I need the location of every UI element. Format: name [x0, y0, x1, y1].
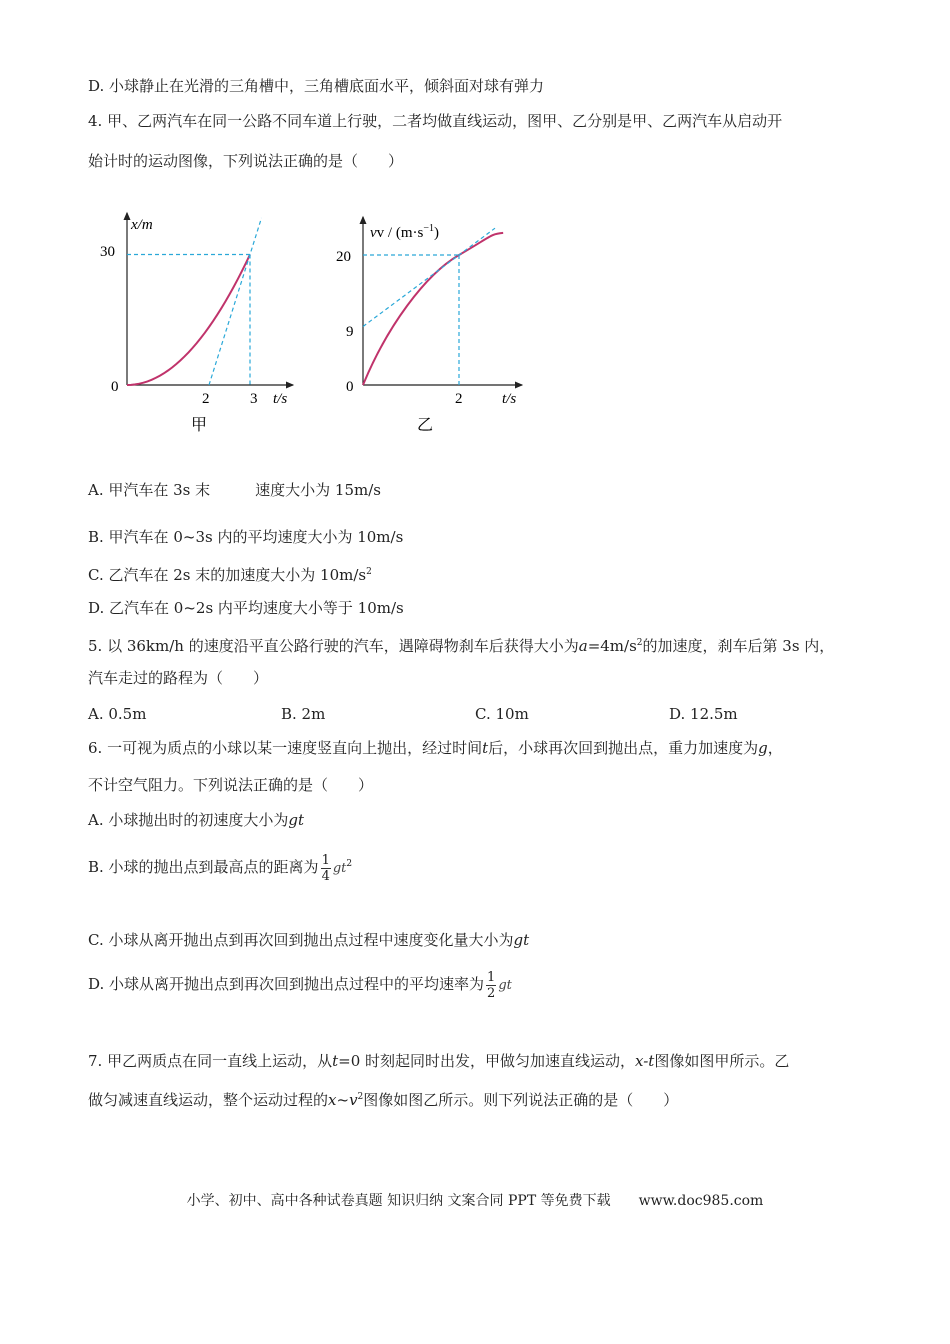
yi-y-label-close: ): [433, 225, 439, 241]
q6-option-a-formula: gt: [288, 811, 305, 829]
q4-option-c-text: C. 乙汽车在 2s 末的加速度大小为 10m/s: [88, 566, 367, 584]
q5-option-a: A. 0.5m: [88, 705, 147, 723]
q7-tilde: ~: [336, 1091, 350, 1109]
q7-stem-mid: =0 时刻起同时出发，甲做匀加速直线运动，: [338, 1052, 636, 1070]
q7-var-xt: x-t: [635, 1052, 655, 1070]
q7-stem-line2: [88, 1087, 678, 1110]
q3-option-d: D. 小球静止在光滑的三角槽中，三角槽底面水平，倾斜面对球有弹力: [88, 77, 545, 95]
q7-stem-text: 7. 甲乙两质点在同一直线上运动，从: [88, 1052, 333, 1070]
q5-stem-line1: [88, 633, 834, 656]
q6-option-c-formula: gt: [513, 931, 530, 949]
yi-y-tick-20: 20: [336, 249, 351, 265]
q7-stem-tail: 图像如图甲所示。乙: [654, 1052, 790, 1070]
q7-var-v-sup: 2: [357, 1092, 364, 1102]
graph-yi: [330, 205, 530, 435]
yi-y-label-unit: v / (m·s: [376, 225, 424, 241]
q6-option-b-fraction: $\frac{1}{4}$: [321, 852, 330, 884]
q6-option-b-sup: 2: [346, 859, 353, 869]
q7-stem-line2-tail: 图像如图乙所示。则下列说法正确的是（ ）: [363, 1091, 679, 1109]
q6-option-c-text: C. 小球从离开抛出点到再次回到抛出点过程中速度变化量大小为: [88, 931, 514, 949]
yi-x-label: t/s: [502, 391, 517, 407]
q5-option-b: B. 2m: [281, 705, 326, 723]
q5-var-a: a: [578, 637, 588, 655]
yi-x-tick-2: 2: [455, 391, 463, 407]
q5-accel-sup: 2: [636, 638, 643, 648]
q6-option-d: [88, 966, 512, 1004]
q6-option-a: [88, 810, 304, 830]
yi-y-label: vv / $(m\cdot s^{-1})$: [370, 223, 439, 241]
q7-var-x: x: [328, 1091, 337, 1109]
jia-x-tick-3: 3: [250, 391, 258, 407]
q4-option-d: D. 乙汽车在 0~2s 内平均速度大小等于 10m/s: [88, 599, 404, 617]
q6-option-d-fraction: $\frac{1}{2}$: [487, 969, 496, 1001]
q4-option-a: A. 甲汽车在 3s 末 速度大小为 15m/s: [88, 481, 381, 499]
yi-y-tick-9: 9: [346, 324, 354, 340]
q6-var-t: t: [482, 739, 489, 757]
q7-stem-line2-text: 做匀减速直线运动，整个运动过程的: [88, 1091, 329, 1109]
q6-option-a-text: A. 小球抛出时的初速度大小为: [88, 811, 289, 829]
yi-tangent-line: [363, 228, 495, 326]
q6-option-b-text: B. 小球的抛出点到最高点的距离为: [88, 858, 319, 876]
jia-y-tick: 30: [100, 244, 115, 260]
q6-var-g: g: [758, 739, 768, 757]
q4-option-c: [88, 562, 372, 585]
q6-stem-text: 6. 一可视为质点的小球以某一速度竖直向上抛出，经过时间: [88, 739, 483, 757]
jia-curve: [127, 255, 250, 386]
q6-option-d-text: D. 小球从离开抛出点到再次回到抛出点过程中的平均速率为: [88, 975, 485, 993]
yi-origin: 0: [346, 379, 354, 395]
yi-y-label-sup: −1: [423, 223, 434, 234]
q7-var-t: t: [332, 1052, 339, 1070]
q6-stem-tail: ，: [767, 739, 783, 757]
q6-option-d-formula: gt: [498, 978, 512, 993]
q5-stem-tail: 的加速度，刹车后第 3s 内，: [642, 637, 835, 655]
q4-option-b: B. 甲汽车在 0~3s 内的平均速度大小为 10m/s: [88, 528, 404, 546]
jia-y-label: x/m: [131, 217, 153, 233]
q6-option-b: [88, 846, 352, 887]
graph-jia: [95, 205, 288, 435]
jia-caption: 甲: [191, 417, 208, 434]
q4-option-c-sup: 2: [366, 567, 372, 577]
q5-accel-value: =4m/s: [587, 637, 637, 655]
jia-tangent-line: [209, 218, 261, 385]
q7-var-v: v: [349, 1091, 358, 1109]
q6-option-c: [88, 930, 529, 950]
q5-stem-text: 5. 以 36km/h 的速度沿平直公路行驶的汽车，遇障碍物刹车后获得大小为: [88, 637, 579, 655]
q7-stem-line1: [88, 1051, 789, 1071]
yi-caption: 乙: [417, 417, 434, 434]
yi-curve: [363, 233, 503, 385]
q5-option-c: C. 10m: [475, 705, 529, 723]
q6-option-b-formula: gt: [332, 861, 347, 876]
q5-stem-line2: 汽车走过的路程为（ ）: [88, 669, 269, 687]
jia-x-label: t/s: [273, 391, 288, 407]
page-footer: 小学、初中、高中各种试卷真题 知识归纳 文案合同 PPT 等免费下载 www.doc985.com: [186, 1193, 764, 1209]
q6-stem-line2: 不计空气阻力。下列说法正确的是（ ）: [88, 776, 374, 794]
q6-stem-mid: 后，小球再次回到抛出点，重力加速度为: [488, 739, 759, 757]
jia-x-tick-2: 2: [202, 391, 210, 407]
q6-stem-line1: [88, 738, 783, 758]
q4-stem-line1: 4. 甲、乙两汽车在同一公路不同车道上行驶，二者均做直线运动，图甲、乙分别是甲、乙两汽车从启动开: [88, 112, 783, 130]
jia-origin: 0: [111, 379, 119, 395]
q4-stem-line2: 始计时的运动图像，下列说法正确的是（ ）: [88, 152, 404, 170]
q5-option-d: D. 12.5m: [669, 705, 738, 723]
